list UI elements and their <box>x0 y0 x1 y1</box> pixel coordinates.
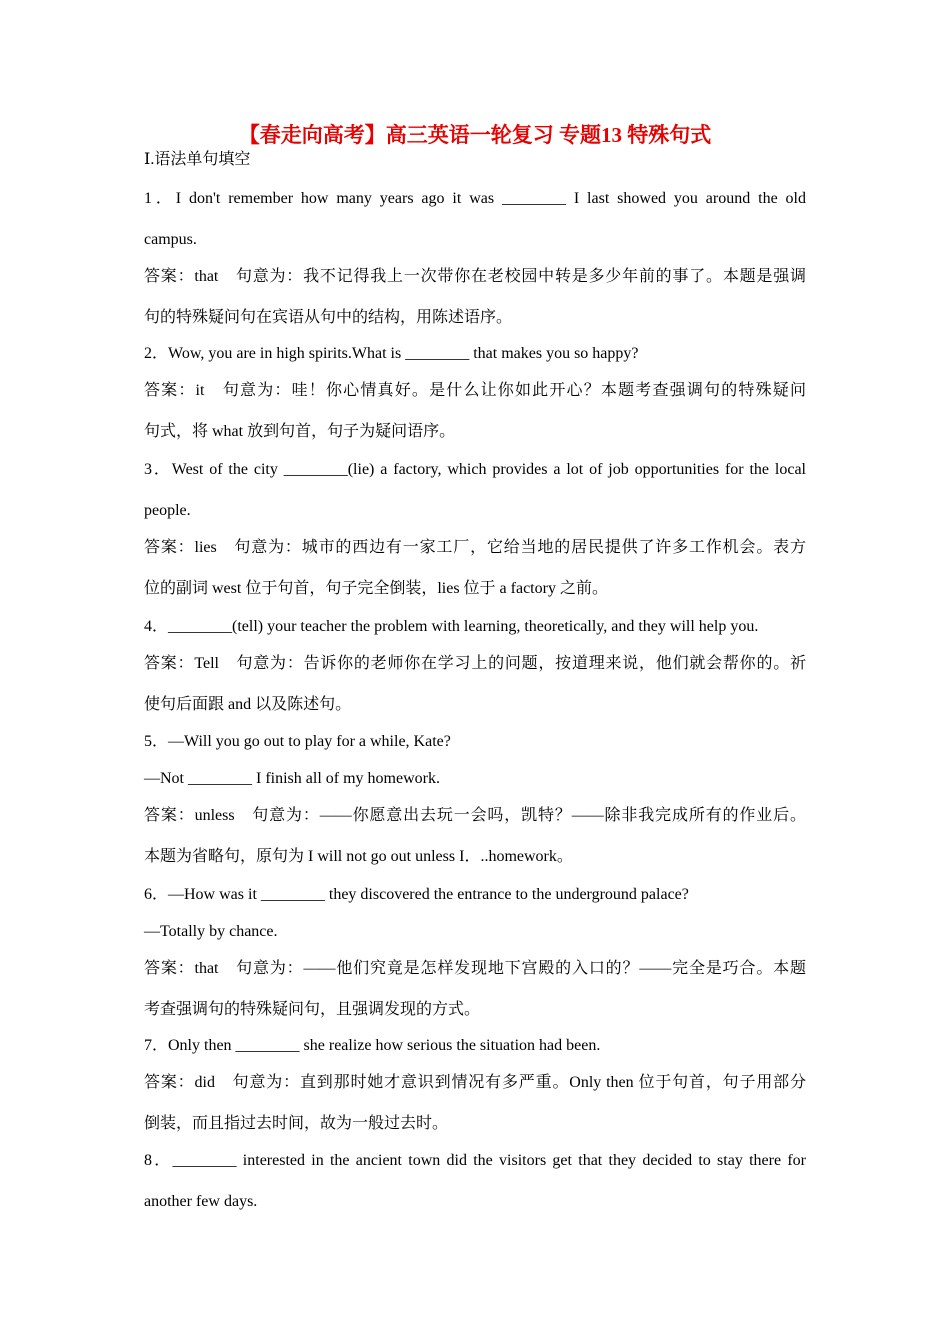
answer-2-line-1: 答案：it 句意为：哇！你心情真好。是什么让你如此开心？本题考查强调句的特殊疑问 <box>144 382 806 399</box>
question-7: 7．Only then ________ she realize how serious the situation had been. <box>144 1037 601 1054</box>
question-1-line-2: campus. <box>144 231 197 248</box>
question-8-line-1: 8．________ interested in the ancient town did the visitors get that they decided to stay there for <box>144 1152 806 1169</box>
section-heading: Ⅰ.语法单句填空 <box>144 151 251 168</box>
answer-2-line-2: 句式，将 what 放到句首，句子为疑问语序。 <box>144 423 456 440</box>
answer-3-line-2: 位的副词 west 位于句首，句子完全倒装，lies 位于 a factory 之前。 <box>144 580 608 597</box>
answer-5-line-1: 答案：unless 句意为：——你愿意出去玩一会吗，凯特？——除非我完成所有的作业后。 <box>144 807 806 824</box>
answer-7-line-1: 答案：did 句意为：直到那时她才意识到情况有多严重。Only then 位于句首，句子用部分 <box>144 1074 806 1091</box>
answer-4-line-1: 答案：Tell 句意为：告诉你的老师你在学习上的问题，按道理来说，他们就会帮你的。祈 <box>144 655 806 672</box>
answer-5-line-2: 本题为省略句，原句为 I will not go out unless I．..homework。 <box>144 848 573 865</box>
answer-6-line-2: 考查强调句的特殊疑问句，且强调发现的方式。 <box>144 1001 481 1018</box>
question-8-line-2: another few days. <box>144 1193 258 1210</box>
answer-1-line-1: 答案：that 句意为：我不记得我上一次带你在老校园中转是多少年前的事了。本题是强调 <box>144 268 806 285</box>
question-2: 2．Wow, you are in high spirits.What is ________ that makes you so happy? <box>144 345 639 362</box>
answer-6-line-1: 答案：that 句意为：——他们究竟是怎样发现地下宫殿的入口的？——完全是巧合。本题 <box>144 960 806 977</box>
page-title: 【春走向高考】高三英语一轮复习 专题13 特殊句式 <box>238 123 712 147</box>
answer-7-line-2: 倒装，而且指过去时间，故为一般过去时。 <box>144 1115 449 1132</box>
answer-3-line-1: 答案：lies 句意为：城市的西边有一家工厂，它给当地的居民提供了许多工作机会。表方 <box>144 539 806 556</box>
question-3-line-2: people. <box>144 502 191 519</box>
answer-1-line-2: 句的特殊疑问句在宾语从句中的结构，用陈述语序。 <box>144 309 513 326</box>
question-6-line-1: 6．—How was it ________ they discovered the entrance to the underground palace? <box>144 886 689 903</box>
question-6-line-2: —Totally by chance. <box>144 923 278 940</box>
question-5-line-2: —Not ________ I finish all of my homework. <box>144 770 440 787</box>
question-5-line-1: 5．—Will you go out to play for a while, Kate? <box>144 733 451 750</box>
question-4: 4．________(tell) your teacher the problem with learning, theoretically, and they will help you. <box>144 618 759 635</box>
answer-4-line-2: 使句后面跟 and 以及陈述句。 <box>144 696 352 713</box>
question-3-line-1: 3．West of the city ________(lie) a factory, which provides a lot of job opportunities for the local <box>144 461 806 478</box>
question-1-line-1: 1．I don't remember how many years ago it was ________ I last showed you around the old <box>144 190 806 207</box>
